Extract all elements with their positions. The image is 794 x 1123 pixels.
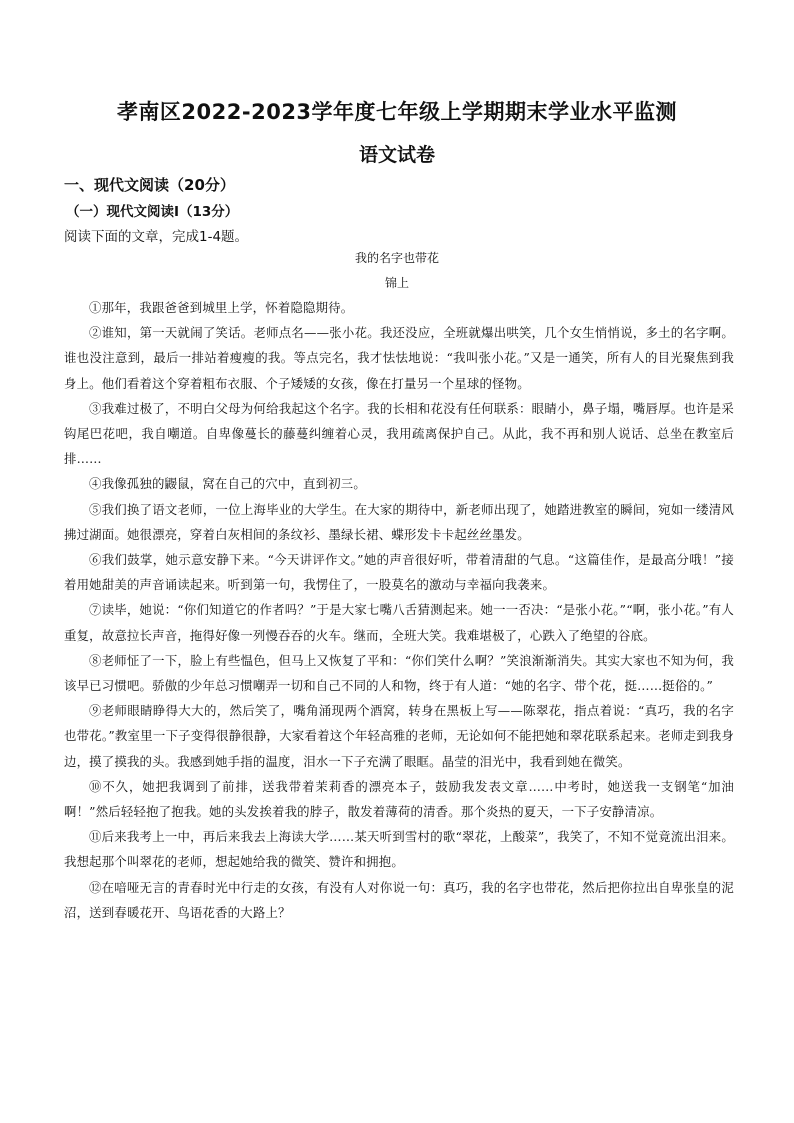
exam-title: 孝南区2022-2023学年度七年级上学期期末学业水平监测 — [116, 100, 678, 124]
paragraph: ⑫在喑哑无言的青春时光中行走的女孩，有没有人对你说一句：真巧，我的名字也带花，然后把你拉出自卑张皇的泥沼，送到春暖花开、鸟语花香的大路上？ — [64, 879, 734, 920]
paragraph: ⑦读毕，她说：“你们知道它的作者吗？”于是大家七嘴八舌猜测起来。她一一否决：“是张小花。”“啊，张小花。”有人重复，故意拉长声音，拖得好像一列慢吞吞的火车。继而，全班大笑。我难堪极了，心跌入了绝望的谷底。 — [64, 602, 734, 643]
reading-instruction: 阅读下面的文章，完成1-4题。 — [64, 229, 249, 245]
subsection-heading: （一）现代文阅读Ⅰ（13分） — [66, 204, 239, 220]
exam-subtitle: 语文试卷 — [358, 144, 435, 166]
article-body — [64, 295, 734, 925]
paragraph: ①那年，我跟爸爸到城里上学，怀着隐隐期待。 — [89, 300, 354, 315]
paragraph: ⑧老师怔了一下，脸上有些愠色，但马上又恢复了平和：“你们笑什么啊？”笑浪渐渐消失。其实大家也不知为何，我该早已习惯吧。骄傲的少年总习惯嘲弄一切和自己不同的人和物，终于有人道：“她的名字、带个花，挺……挺俗的。” — [64, 652, 734, 694]
paragraph: ⑤我们换了语文老师，一位上海毕业的大学生。在大家的期待中，新老师出现了，她踏进教室的瞬间，宛如一缕清风拂过湖面。她很漂亮，穿着白灰相间的条纹衫、墨绿长裙、蝶形发卡卡起丝丝墨发。 — [64, 501, 734, 542]
paragraph: ⑪后来我考上一中，再后来我去上海读大学……某天听到雪村的歌“翠花，上酸菜”，我笑了，不知不觉竟流出泪来。我想起那个叫翠花的老师，想起她给我的微笑、赞许和拥抱。 — [64, 829, 734, 870]
paragraph: ③我难过极了，不明白父母为何给我起这个名字。我的长相和花没有任何联系：眼睛小，鼻子塌，嘴唇厚。也许是采钩尾巴花吧，我自嘲道。自卑像蔓长的藤蔓纠缠着心灵，我用疏离保护自己。从此，我不再和别人说话、总坐在教室后排…… — [64, 400, 734, 467]
article-title: 我的名字也带花 — [354, 251, 439, 265]
article-author: 锦上 — [384, 276, 409, 290]
section-heading: 一、现代文阅读（20分） — [64, 176, 235, 194]
paragraph: ④我像孤独的鼹鼠，窝在自己的穴中，直到初三。 — [89, 476, 366, 492]
paragraph: ⑥我们鼓掌，她示意安静下来。“今天讲评作文。”她的声音很好听，带着清甜的气息。“这篇佳作，是最高分哦！”接着用她甜美的声音诵读起来。听到第一句，我愣住了，一股莫名的激动与幸福向我袭来。 — [64, 552, 734, 593]
paragraph: ⑩不久，她把我调到了前排，送我带着茉莉香的漂亮本子，鼓励我发表文章……中考时，她送我一支钢笔“加油啊！”然后轻轻抱了抱我。她的头发挨着我的脖子，散发着薄荷的清香。那个炎热的夏天，一下子安静清凉。 — [64, 778, 734, 820]
paragraph: ⑨老师眼睛睁得大大的，然后笑了，嘴角涌现两个酒窝，转身在黑板上写——陈翠花，指点着说：“真巧，我的名字也带花。”教室里一下子变得很静很静，大家看着这个年轻高雅的老师，无论如何不能把她和翠花联系起来。老师走到我身边，摸了摸我的头。我感到她手指的温度，泪水一下子充满了眼眶。晶莹的泪光中，我看到她在微笑。 — [64, 703, 734, 769]
paragraph: ②谁知，第一天就闹了笑话。老师点名——张小花。我还没应，全班就爆出哄笑，几个女生悄悄说，多土的名字啊。谁也没注意到，最后一排站着瘦瘦的我。等点完名，我才怯怯地说：“我叫张小花。”又是一通笑，所有人的目光聚焦到我身上。他们看着这个穿着粗布衣服、个子矮矮的女孩，像在打量另一个星球的怪物。 — [64, 325, 734, 391]
